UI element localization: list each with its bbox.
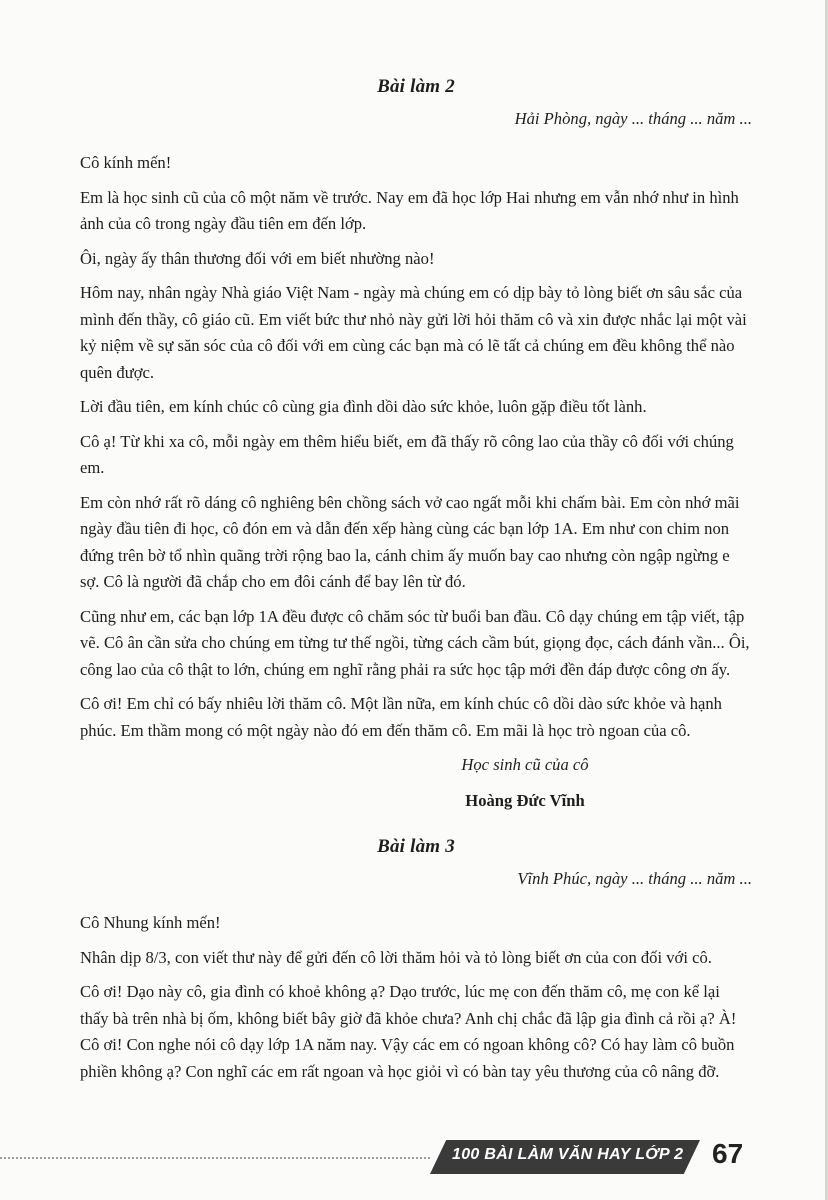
essay-2-paragraph: Cô ơi! Em chỉ có bấy nhiêu lời thăm cô. Một lần nữa, em kính chúc cô dồi dào sức khỏe và hạnh phúc. Em thầm mong có một ngày nào đó em đến thăm cô. Em mãi là học trò ngoan của cô. [80, 694, 722, 740]
page-footer [0, 1138, 828, 1178]
essay-2-paragraph: Em còn nhớ rất rõ dáng cô nghiêng bên chồng sách vở cao ngất mỗi khi chấm bài. Em còn nhớ mãi ngày đầu tiên đi học, cô đón em và dẫn đến xếp hàng cùng các bạn lớp 1A. Em như con chim non đứng trên bờ tổ nhìn quãng trời rộng bao la, cánh chim ấy muốn bay cao nhưng còn ngập ngừng e sợ. Cô là người đã chắp cho em đôi cánh để bay lên từ đó. [80, 492, 740, 591]
essay-2-paragraph: Hôm nay, nhân ngày Nhà giáo Việt Nam - ngày mà chúng em có dịp bày tỏ lòng biết ơn sâu sắc của mình đến thầy, cô giáo cũ. Em viết bức thư nhỏ này gửi lời hỏi thăm cô và xin được nhắc lại một vài kỷ niệm về sự săn sóc của cô đối với em cùng các bạn mà có lẽ tất cả chúng em đều không thể nào quên được. [80, 283, 747, 382]
essay-2-paragraph: Lời đầu tiên, em kính chúc cô cùng gia đình dồi dào sức khỏe, luôn gặp điều tốt lành. [80, 397, 647, 416]
essay-2-paragraph: Ôi, ngày ấy thân thương đối với em biết nhường nào! [80, 248, 435, 268]
essay-3-paragraph: Cô ơi! Dạo này cô, gia đình có khoẻ không ạ? Dạo trước, lúc mẹ con đến thăm cô, mẹ con kể lại thấy bà trên nhà bị ốm, không biết bây giờ đã khỏe chưa? Anh chị chắc đã lập gia đình cả rồi ạ? À! Cô ơi! Con nghe nói cô dạy lớp 1A năm nay. Vậy các em có ngoan không cô? Có hay làm cô buồn phiền không ạ? Con nghĩ các em rất ngoan và học giỏi vì có bàn tay yêu thương của cô nâng đỡ. [80, 982, 737, 1081]
essay-2-place-date: Hải Phòng, ngày ... tháng ... năm ... [514, 109, 752, 128]
essay-3-greeting: Cô Nhung kính mến! [80, 913, 221, 932]
footer-book-title: 100 BÀI LÀM VĂN HAY LỚP 2 [452, 1146, 684, 1163]
essay-2-signature-name: Hoàng Đức Vĩnh [465, 791, 585, 810]
essay-2-paragraph: Em là học sinh cũ của cô một năm về trước. Nay em đã học lớp Hai nhưng em vẫn nhớ như in hình ảnh của cô trong ngày đầu tiên em đến lớp. [80, 187, 739, 233]
essay-2-paragraph: Cũng như em, các bạn lớp 1A đều được cô chăm sóc từ buổi ban đầu. Cô dạy chúng em tập viết, tập vẽ. Cô ân cần sửa cho chúng em từng tư thế ngồi, từng cách cầm bút, giọng đọc, cách đánh vần... Ôi, công lao của cô thật to lớn, chúng em nghĩ rằng phải ra sức học tập mới đền đáp được công ơn ấy. [80, 606, 750, 679]
footer-dotted-rule [0, 1157, 430, 1159]
essay-2-heading: Bài làm 2 [377, 76, 455, 97]
essay-2-greeting: Cô kính mến! [80, 153, 172, 172]
essay-2-paragraph: Cô ạ! Từ khi xa cô, mỗi ngày em thêm hiểu biết, em đã thấy rõ công lao của thầy cô đối với chúng em. [80, 431, 734, 477]
essay-3-heading: Bài làm 3 [377, 836, 455, 857]
page-number: 67 [712, 1138, 744, 1169]
page-content [80, 76, 752, 1093]
essay-3-paragraph: Nhân dịp 8/3, con viết thư này để gửi đến cô lời thăm hỏi và tỏ lòng biết ơn của con đối với cô. [80, 947, 712, 967]
essay-3-place-date: Vĩnh Phúc, ngày ... tháng ... năm ... [517, 869, 752, 888]
essay-2-signature-label: Học sinh cũ của cô [461, 755, 589, 774]
